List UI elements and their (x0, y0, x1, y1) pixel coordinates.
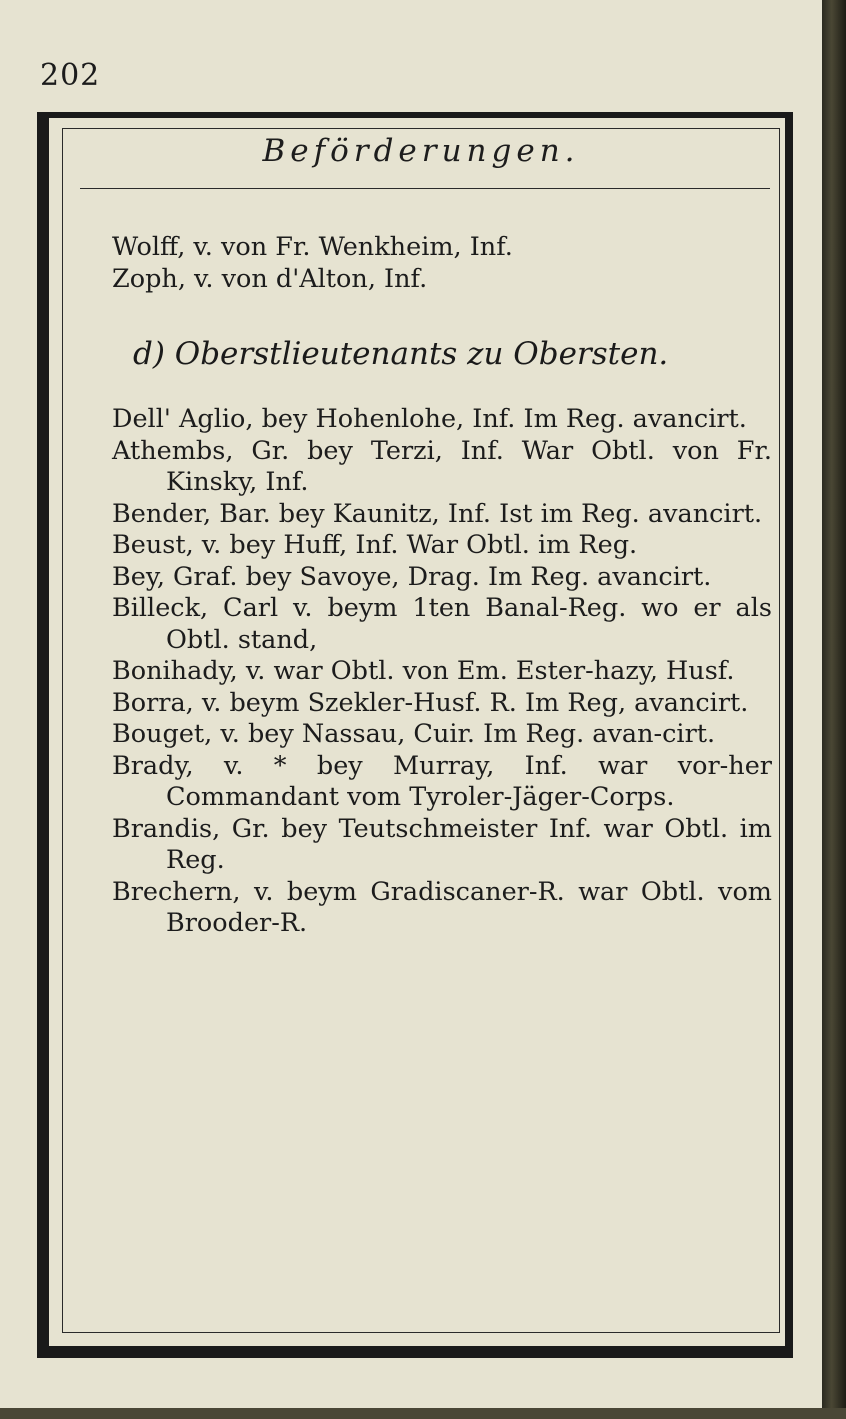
section-heading: d) Oberstlieutenants zu Obersten. (133, 336, 669, 372)
entry: Borra, v. beym Szekler-Husf. R. Im Reg, avancirt. (112, 687, 749, 718)
header-title: Beförderungen. (262, 133, 580, 169)
page-number: 202 (40, 58, 101, 93)
entry: Brandis, Gr. bey Teutschmeister Inf. war Obtl. im Reg. (112, 813, 772, 875)
entry: Brechern, v. beym Gradiscaner-R. war Obtl. vom Brooder-R. (112, 876, 772, 938)
entry: Bouget, v. bey Nassau, Cuir. Im Reg. avan-cirt. (112, 719, 716, 749)
top-lines (112, 232, 772, 295)
entry-list (112, 404, 772, 940)
entry: Bender, Bar. bey Kaunitz, Inf. Ist im Reg. avancirt. (112, 498, 763, 529)
page-bottom-edge (0, 1408, 846, 1419)
entry: Dell' Aglio, bey Hohenlohe, Inf. Im Reg. avancirt. (112, 404, 747, 434)
entry: Athembs, Gr. bey Terzi, Inf. War Obtl. von Fr. Kinsky, Inf. (112, 435, 772, 497)
book-spine (822, 0, 846, 1419)
entry: Billeck, Carl v. beym 1ten Banal-Reg. wo er als Obtl. stand, (112, 593, 772, 655)
entry: Bey, Graf. bey Savoye, Drag. Im Reg. avancirt. (112, 561, 712, 592)
top-line: Wolff, v. von Fr. Wenkheim, Inf. (112, 232, 513, 262)
entry: Brady, v. * bey Murray, Inf. war vor-her Commandant vom Tyroler-Jäger-Corps. (112, 750, 772, 812)
entry: Beust, v. bey Huff, Inf. War Obtl. im Reg. (112, 530, 638, 560)
entry: Bonihady, v. war Obtl. von Em. Ester-hazy, Husf. (112, 656, 735, 686)
top-line: Zoph, v. von d'Alton, Inf. (112, 263, 428, 294)
header-rule (80, 188, 770, 189)
